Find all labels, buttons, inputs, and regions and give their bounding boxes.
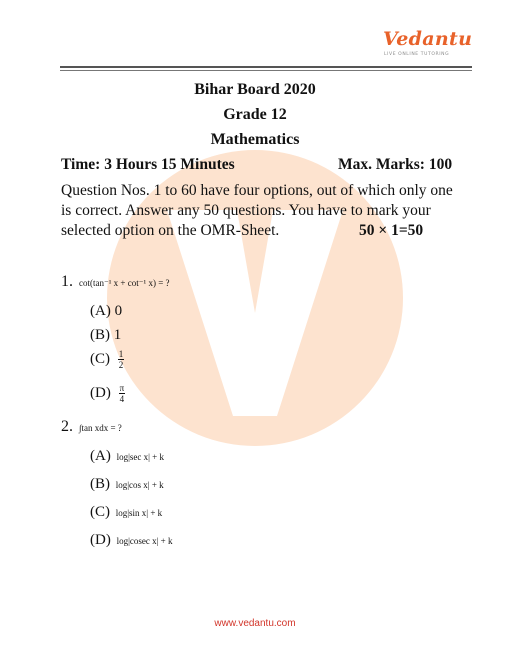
question-2-number: 2. [61,418,73,435]
question-2-text: ∫tan xdx = ? [79,423,122,433]
q2-option-a-value: log|sec x| + k [116,452,164,462]
q1-option-d-denominator: 4 [119,394,125,404]
instructions-line-3: selected option on the OMR-Sheet. [61,222,280,239]
question-1-number: 1. [61,273,73,290]
header-rule-bottom [60,70,472,71]
question-1 [61,273,170,291]
instructions [61,181,461,241]
q2-option-c-value: log|sin x| + k [115,508,163,518]
q1-option-d [90,383,125,404]
board-title: Bihar Board 2020 [194,81,316,98]
header-rule-top [60,66,472,68]
q2-option-d [90,532,173,549]
q2-option-c [90,504,162,521]
q1-option-b [90,327,121,344]
q1-option-b-value: 1 [113,327,122,343]
q2-option-b-value: log|cos x| + k [115,480,164,490]
instructions-line-1: Question Nos. 1 to 60 have four options, out of which only one [61,182,453,199]
q2-option-a [90,448,164,465]
score-formula: 50 × 1=50 [359,222,424,239]
q1-option-b-label: (B) [90,327,110,343]
max-marks: Max. Marks: 100 [338,156,453,173]
q2-option-a-label: (A) [90,448,111,464]
q1-option-d-fraction [119,383,126,404]
logo-wordmark: Vedantu [383,28,473,50]
q2-option-c-label: (C) [90,504,110,520]
q1-option-c [90,349,124,370]
q1-option-c-numerator: 1 [118,349,124,359]
instructions-line-3-row [61,221,461,241]
q1-option-a-label: (A) [90,303,111,319]
subject-title: Mathematics [210,131,300,148]
q1-option-a [90,303,122,320]
q2-option-d-value: log|cosec x| + k [116,536,173,546]
q1-option-c-fraction [118,349,125,370]
q1-option-d-label: (D) [90,385,111,401]
q2-option-b [90,476,164,493]
question-1-text: cot(tan⁻¹ x + cot⁻¹ x) = ? [79,278,170,288]
footer-url[interactable]: www.vedantu.com [214,618,296,629]
time-allowed: Time: 3 Hours 15 Minutes [61,156,235,173]
instructions-line-2: is correct. Answer any 50 questions. You have to mark your [61,202,431,219]
q1-option-c-denominator: 2 [118,360,124,370]
q1-option-d-numerator: π [119,383,125,393]
question-2 [61,418,122,436]
q2-option-d-label: (D) [90,532,111,548]
vedantu-logo [383,28,473,62]
q1-option-a-value: 0 [114,303,123,319]
grade-title: Grade 12 [223,106,287,123]
logo-tagline: LIVE ONLINE TUTORING [384,52,450,57]
q2-option-b-label: (B) [90,476,110,492]
q1-option-c-label: (C) [90,351,110,367]
